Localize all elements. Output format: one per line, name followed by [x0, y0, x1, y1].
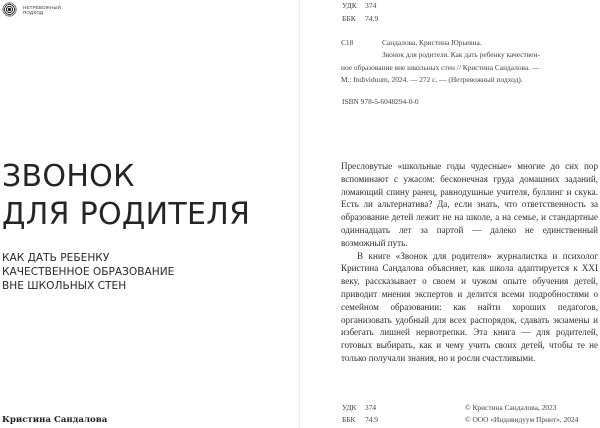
series-name [23, 5, 61, 15]
udc-label: УДК [342, 1, 357, 10]
bottom-bbk-label: ББК [342, 415, 356, 424]
udc-value: 374 [365, 1, 377, 10]
bbk-value: 74.9 [365, 13, 379, 23]
author-name: Кристина Сандалова [2, 415, 108, 425]
left-page [0, 0, 299, 428]
bbk-line [342, 13, 378, 26]
catalog-record [341, 37, 596, 86]
top-classification [342, 0, 378, 25]
author-mark: С18 [341, 38, 354, 47]
catalog-line4: М.: Individuum, 2024. — 272 с. — (Нетревожный подход). [341, 74, 523, 84]
copyright-author: © Кристина Сандалова, 2023 [465, 403, 557, 412]
isbn: ISBN 978-5-6048294-0-0 [342, 97, 419, 106]
copyright-block [465, 402, 578, 426]
book-title-line1: ЗВОНОК [2, 159, 135, 194]
annotation-paragraph-2: В книге «Звонок для родителя» журналистка и психолог Кристина Сандалова объясняет, как школа адаптируется к XXI веку, рассказывает о своем и чужом опыте обучения детей, приводит мнения экспертов и делится всеми подробностями о семейном образовании: как найти хороших педагогов, организовать удобный для всех распорядок, сдавать экзамены и избегать лишней нервотрепки. Эта книга — для родителей, готовых выбирать, как и чему учить своих детей, чтобы те не только получали знания, но и росли счастливыми. [341, 250, 598, 363]
bottom-bbk-line [342, 414, 378, 426]
book-subtitle-line2: КАЧЕСТВЕННОЕ ОБРАЗОВАНИЕ [2, 266, 175, 278]
series-name-line1: НЕТРЕВОЖНЫЙ [23, 4, 62, 10]
catalog-line3: ное образование вне школьных стен // Кристина Сандалова. — [341, 62, 540, 72]
annotation-paragraph-1: Пресловутые «школьные годы чудесные» многие до сих пор вспоминают с ужасом: бесконечная груда домашних заданий, ломающий спину ранец, равнодушные учителя, буллинг и скука. Есть ли альтернатива? Да, если знать, что ответственность за образование детей лежит не на школе, а на семье, и стандартные одиннадцать лет за партой — далеко не единственный возможный путь. [341, 161, 598, 248]
catalog-author: Сандалова, Кристина Юрьевна. [382, 38, 482, 47]
bbk-label: ББК [342, 13, 356, 23]
bottom-bbk-value: 74.9 [365, 415, 378, 424]
bottom-classification [342, 402, 378, 426]
annotation [341, 160, 598, 365]
concentric-circles-icon [2, 2, 17, 17]
catalog-line2: Звонок для родителя. Как дать ребенку качествен- [382, 50, 540, 60]
bottom-udc-value: 374 [365, 403, 377, 412]
book-title [2, 158, 250, 234]
book-subtitle-line3: ВНЕ ШКОЛЬНЫХ СТЕН [2, 280, 127, 292]
book-subtitle [2, 251, 174, 293]
bottom-udc-label: УДК [342, 403, 357, 412]
publisher-series-logo [2, 2, 61, 17]
catalog-author-row [341, 37, 596, 49]
series-name-line2: ПОДХОД [23, 9, 44, 15]
book-subtitle-line1: КАК ДАТЬ РЕБЕНКУ [2, 252, 110, 264]
udc-line [342, 0, 378, 13]
book-title-line2: ДЛЯ РОДИТЕЛЯ [2, 197, 251, 232]
copyright-publisher: © ООО «Индивидуум Принт», 2024 [465, 415, 579, 424]
bottom-udc-line [342, 402, 378, 414]
